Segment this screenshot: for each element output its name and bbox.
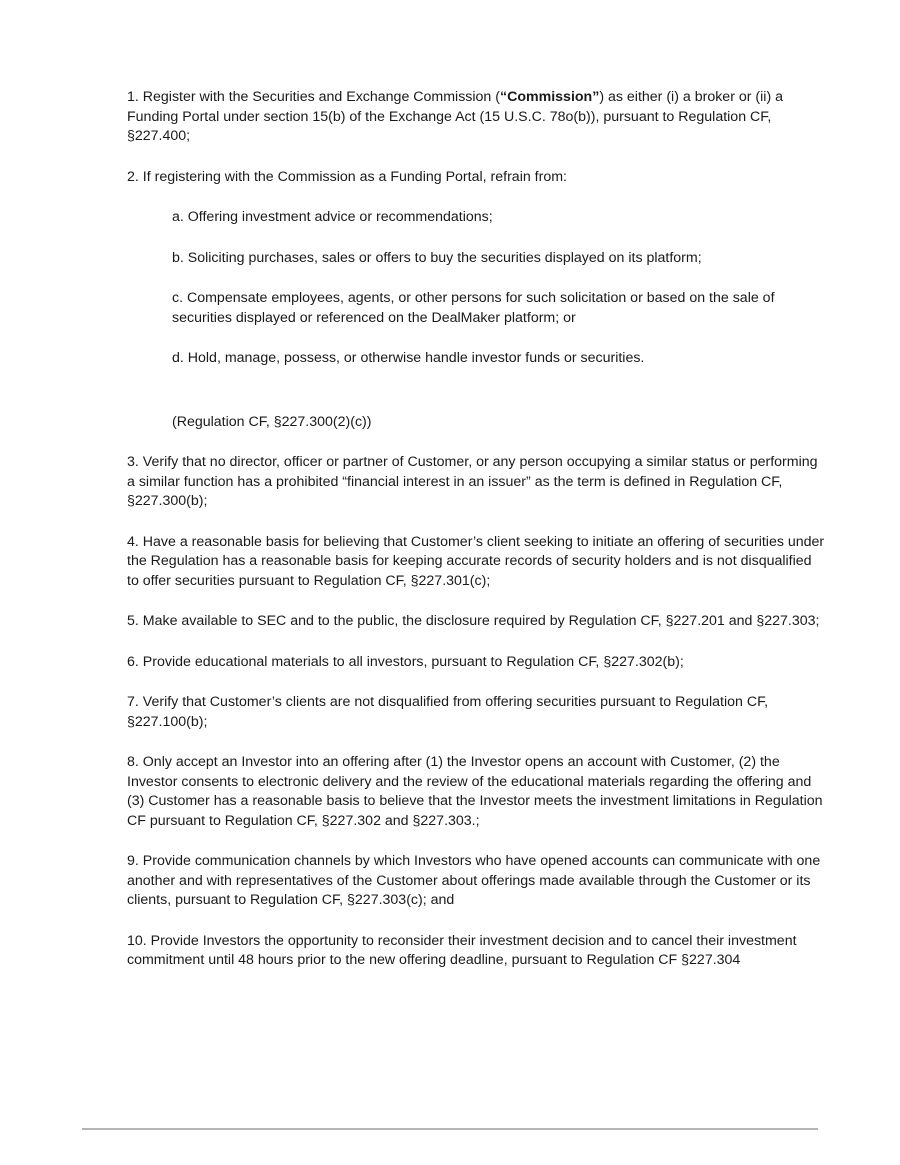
- regulation-reference: (Regulation CF, §227.300(2)(c)): [172, 413, 372, 430]
- list-item-6: 6. Provide educational materials to all investors, pursuant to Regulation CF, §227.302(b);: [127, 653, 684, 670]
- document-body: [127, 88, 827, 992]
- list-item-2: 2. If registering with the Commission as a Funding Portal, refrain from:: [127, 168, 567, 185]
- list-item-3: 3. Verify that no director, officer or partner of Customer, or any person occupying a similar status or performing a similar function has a prohibited “financial interest in an issuer” as the term is defined in Regulation CF, §227.300(b);: [127, 454, 818, 509]
- sub-item-b: b. Soliciting purchases, sales or offers to buy the securities displayed on its platform;: [172, 249, 702, 266]
- sub-item-c: c. Compensate employees, agents, or other persons for such solicitation or based on the sale of securities displayed or referenced on the DealMaker platform; or: [172, 290, 775, 326]
- funding-portal-restrictions-list: [172, 208, 827, 369]
- list-item-4: 4. Have a reasonable basis for believing that Customer’s client seeking to initiate an offering of securities under the Regulation has a reasonable basis for keeping accurate records of security holders and is not disqualified to offer securities pursuant to Regulation CF, §227.301(c);: [127, 533, 825, 589]
- footer-divider: [82, 1128, 818, 1130]
- list-item-9: 9. Provide communication channels by which Investors who have opened accounts can communicate with one another and with representatives of the Customer about offerings made available through the Customer or its clients, pursuant to Regulation CF, §227.303(c); and: [127, 853, 821, 908]
- sub-item-d: d. Hold, manage, possess, or otherwise handle investor funds or securities.: [172, 350, 645, 366]
- list-item-10: 10. Provide Investors the opportunity to reconsider their investment decision and to cancel their investment commitment until 48 hours prior to the new offering deadline, pursuant to Regulation CF §227.304: [127, 932, 797, 968]
- list-item-1-text-start: 1. Register with the Securities and Exchange Commission (: [127, 89, 500, 105]
- list-item-5: 5. Make available to SEC and to the public, the disclosure required by Regulation CF, §227.201 and §227.303;: [127, 613, 820, 629]
- list-item-7: 7. Verify that Customer’s clients are not disqualified from offering securities pursuant to Regulation CF, §227.100(b);: [127, 694, 769, 730]
- list-item-8: 8. Only accept an Investor into an offering after (1) the Investor opens an account with Customer, (2) the Investor consents to electronic delivery and the review of the educational materials regarding the offering and (3) Customer has a reasonable basis to believe that the Investor meets the investment limitations in Regulation CF pursuant to Regulation CF, §227.302 and §227.303.;: [127, 754, 823, 829]
- sub-item-a: a. Offering investment advice or recommendations;: [172, 209, 493, 225]
- commission-defined-term: “Commission”: [499, 89, 600, 105]
- list-item-1-text-end: ) as either (i) a broker or (ii) a Funding Portal under section 15(b) of the Exchange Act (15 U.S.C. 78o(b)), pursuant to Regulation CF, §227.400;: [127, 89, 784, 144]
- list-item-1: [127, 88, 827, 147]
